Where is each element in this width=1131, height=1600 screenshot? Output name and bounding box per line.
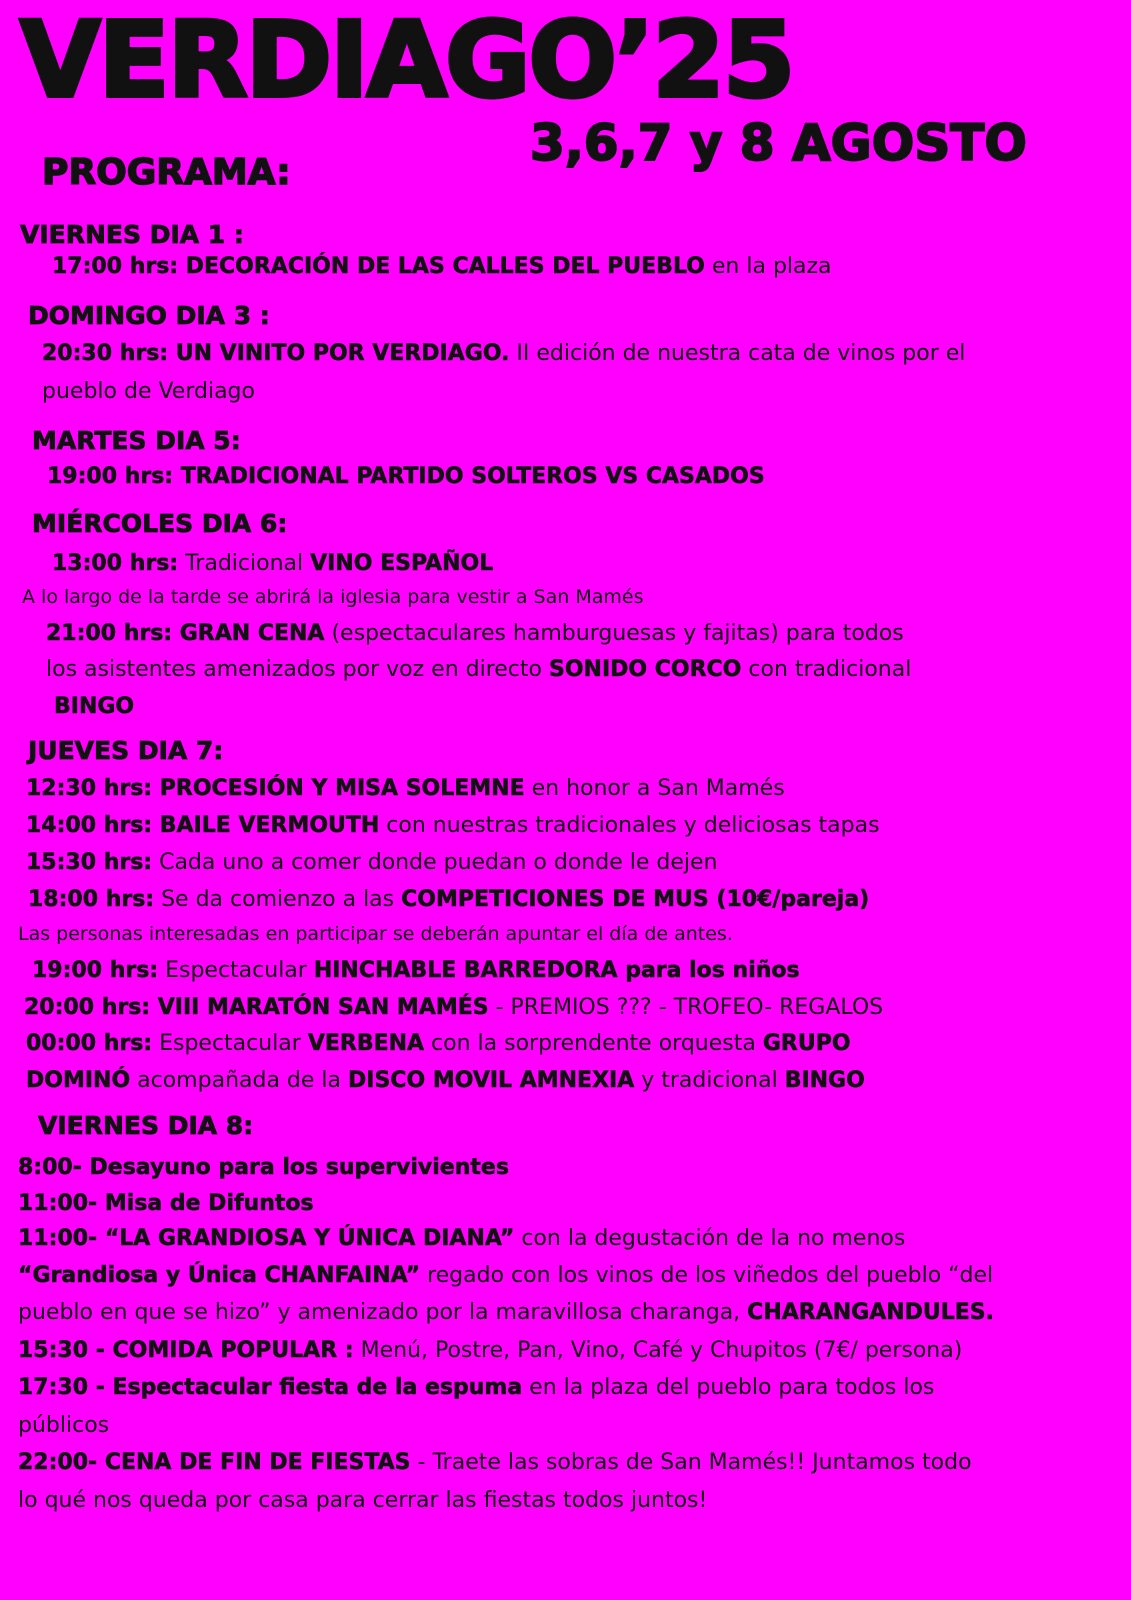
event-highlight: VINO ESPAÑOL xyxy=(310,551,494,576)
event-line xyxy=(18,1490,707,1512)
event-line xyxy=(18,1228,905,1250)
event-time: 14:00 hrs: BAILE VERMOUTH xyxy=(26,813,380,838)
event-text: (espectaculares hamburguesas y fajitas) para todos xyxy=(324,621,904,646)
event-time: 17:30 - Espectacular fiesta de la espuma xyxy=(18,1375,523,1400)
event-line xyxy=(26,1070,865,1092)
event-text: A lo largo de la tarde se abrirá la iglesia para vestir a San Mamés xyxy=(22,586,644,608)
event-time: 18:00 hrs: xyxy=(28,887,155,912)
event-text: - PREMIOS ??? - TROFEO- REGALOS xyxy=(488,995,884,1020)
event-text: con la degustación de la no menos xyxy=(514,1226,906,1251)
event-text: los asistentes amenizados por voz en directo xyxy=(46,657,549,682)
event-line xyxy=(18,1157,509,1179)
event-highlight: BINGO xyxy=(54,694,135,719)
event-time: “Grandiosa y Única CHANFAINA” xyxy=(18,1263,421,1288)
day-heading-martes-5: MARTES DIA 5: xyxy=(32,426,241,455)
event-text: pueblo en que se hizo” y amenizado por la maravillosa charanga, xyxy=(18,1300,748,1325)
event-highlight: VERBENA xyxy=(307,1031,425,1056)
event-highlight: HINCHABLE BARREDORA para los niños xyxy=(313,958,800,983)
event-time: 11:00- Misa de Difuntos xyxy=(18,1191,314,1216)
event-text: II edición de nuestra cata de vinos por el xyxy=(509,341,966,366)
event-line xyxy=(18,1193,314,1215)
event-text: y tradicional xyxy=(634,1068,785,1093)
event-line xyxy=(32,960,800,982)
event-time: 8:00- Desayuno para los supervivientes xyxy=(18,1155,509,1180)
event-text: Las personas interesadas en participar se deberán apuntar el día de antes. xyxy=(18,923,733,945)
event-text: Se da comienzo a las xyxy=(154,887,402,912)
event-time: 17:00 hrs: DECORACIÓN DE LAS CALLES DEL PUEBLO xyxy=(52,254,705,279)
event-line xyxy=(18,1302,994,1324)
event-line xyxy=(18,1377,934,1399)
event-text: pueblo de Verdiago xyxy=(42,379,255,404)
day-heading-domingo-3: DOMINGO DIA 3 : xyxy=(28,301,270,330)
event-line xyxy=(18,925,733,944)
event-time: 00:00 hrs: xyxy=(26,1031,153,1056)
event-line xyxy=(52,553,493,575)
event-text: acompañada de la xyxy=(130,1068,349,1093)
event-time: 15:30 hrs: xyxy=(26,850,153,875)
event-text: regado con los vinos de los viñedos del pueblo “del xyxy=(420,1263,994,1288)
event-line xyxy=(26,852,717,874)
event-highlight: COMPETICIONES DE MUS (10€/pareja) xyxy=(401,887,870,912)
programa-heading: PROGRAMA: xyxy=(42,152,291,193)
event-line xyxy=(42,343,965,365)
event-text: Tradicional xyxy=(178,551,311,576)
day-heading-miercoles-6: MIÉRCOLES DIA 6: xyxy=(32,509,288,538)
event-line xyxy=(18,1452,972,1474)
event-highlight: DOMINÓ xyxy=(26,1068,131,1093)
event-line xyxy=(18,1415,109,1437)
poster-title: VERDIAGO’25 xyxy=(20,0,794,121)
event-highlight: CHARANGANDULES. xyxy=(747,1300,995,1325)
event-line xyxy=(54,696,134,718)
event-text: en la plaza del pueblo para todos los xyxy=(522,1375,935,1400)
event-line xyxy=(47,466,765,488)
day-heading-viernes-8: VIERNES DIA 8: xyxy=(38,1111,254,1140)
event-text: públicos xyxy=(18,1413,110,1438)
event-highlight: SONIDO CORCO xyxy=(548,657,742,682)
event-time: 19:00 hrs: TRADICIONAL PARTIDO SOLTEROS VS CASADOS xyxy=(47,464,765,489)
event-line xyxy=(26,778,785,800)
event-line xyxy=(28,889,869,911)
event-text: con la sorprendente orquesta xyxy=(424,1031,763,1056)
event-line xyxy=(46,659,911,681)
event-time: 13:00 hrs: xyxy=(52,551,179,576)
day-heading-viernes-1: VIERNES DIA 1 : xyxy=(20,220,244,249)
event-time: 15:30 - COMIDA POPULAR : xyxy=(18,1338,354,1363)
event-line xyxy=(26,1033,851,1055)
event-time: 12:30 hrs: PROCESIÓN Y MISA SOLEMNE xyxy=(26,776,525,801)
event-time: 20:30 hrs: UN VINITO POR VERDIAGO. xyxy=(42,341,510,366)
event-text: Espectacular xyxy=(158,958,314,983)
event-text: Cada uno a comer donde puedan o donde le dejen xyxy=(152,850,718,875)
event-line xyxy=(18,1340,962,1362)
festival-dates: 3,6,7 y 8 AGOSTO xyxy=(530,114,1027,172)
day-heading-jueves-7: JUEVES DIA 7: xyxy=(28,736,224,765)
event-text: en honor a San Mamés xyxy=(524,776,785,801)
event-time: 11:00- “LA GRANDIOSA Y ÚNICA DIANA” xyxy=(18,1226,515,1251)
event-text: en la plaza xyxy=(704,254,832,279)
event-highlight: BINGO xyxy=(784,1068,865,1093)
event-highlight: GRUPO xyxy=(762,1031,851,1056)
event-text: lo qué nos queda por casa para cerrar las fiestas todos juntos! xyxy=(18,1488,708,1513)
event-highlight: DISCO MOVIL AMNEXIA xyxy=(348,1068,635,1093)
event-text: con nuestras tradicionales y deliciosas tapas xyxy=(379,813,880,838)
event-time: 22:00- CENA DE FIN DE FIESTAS xyxy=(18,1450,411,1475)
event-line xyxy=(42,381,255,403)
event-line xyxy=(52,256,832,278)
event-line xyxy=(26,815,880,837)
event-text: Espectacular xyxy=(152,1031,308,1056)
event-line xyxy=(46,623,904,645)
event-text: - Traete las sobras de San Mamés!! Juntamos todo xyxy=(410,1450,972,1475)
event-time: 20:00 hrs: VIII MARATÓN SAN MAMÉS xyxy=(24,995,489,1020)
event-line xyxy=(22,588,643,607)
event-line xyxy=(24,997,883,1019)
event-time: 21:00 hrs: GRAN CENA xyxy=(46,621,325,646)
event-line xyxy=(18,1265,993,1287)
event-text: Menú, Postre, Pan, Vino, Café y Chupitos (7€/ persona) xyxy=(353,1338,963,1363)
event-time: 19:00 hrs: xyxy=(32,958,159,983)
event-text: con tradicional xyxy=(741,657,912,682)
